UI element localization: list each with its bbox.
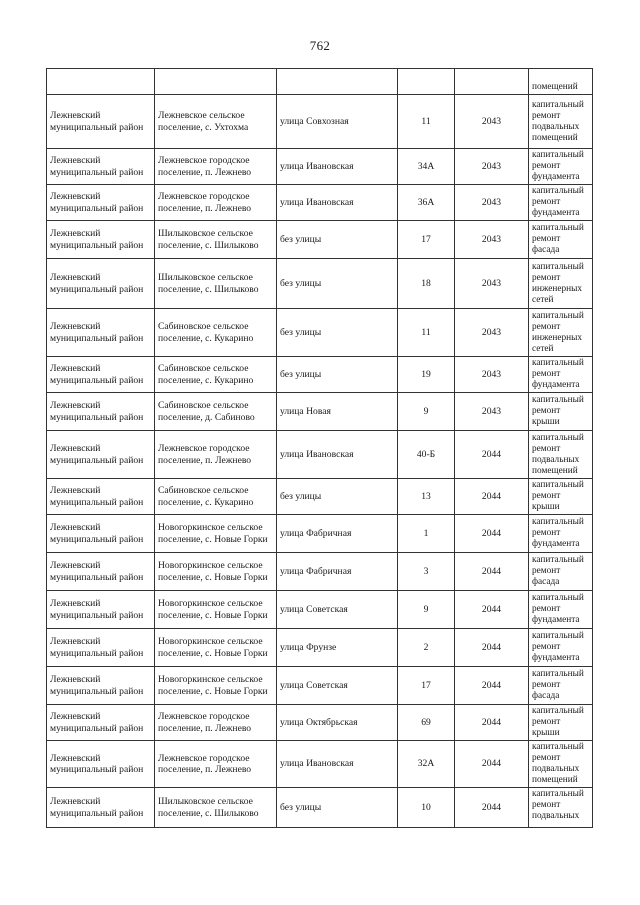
work-cell: капитальный ремонт фундамента bbox=[529, 149, 593, 185]
district-cell: Лежневский муниципальный район bbox=[47, 479, 155, 515]
street-cell: без улицы bbox=[277, 259, 398, 309]
settlement-cell: Новогоркинское сельское поселение, с. Новые Горки bbox=[155, 667, 277, 705]
district-cell: Лежневский муниципальный район bbox=[47, 185, 155, 221]
table-row bbox=[47, 95, 593, 149]
settlement-cell: Лежневское городское поселение, п. Лежнево bbox=[155, 741, 277, 788]
work-cell: капитальный ремонт фундамента bbox=[529, 185, 593, 221]
year-cell: 2043 bbox=[455, 309, 529, 357]
district-cell: Лежневский муниципальный район bbox=[47, 553, 155, 591]
year-cell: 2043 bbox=[455, 259, 529, 309]
table-row bbox=[47, 479, 593, 515]
district-cell: Лежневский муниципальный район bbox=[47, 515, 155, 553]
table-row bbox=[47, 741, 593, 788]
house-cell: 69 bbox=[398, 705, 455, 741]
house-cell: 36А bbox=[398, 185, 455, 221]
settlement-cell: Шилыковское сельское поселение, с. Шилыково bbox=[155, 788, 277, 828]
house-cell: 11 bbox=[398, 95, 455, 149]
house-cell: 3 bbox=[398, 553, 455, 591]
street-cell: без улицы bbox=[277, 221, 398, 259]
house-cell: 9 bbox=[398, 393, 455, 431]
street-cell bbox=[277, 69, 398, 95]
year-cell: 2044 bbox=[455, 741, 529, 788]
district-cell: Лежневский муниципальный район bbox=[47, 221, 155, 259]
street-cell: улица Октябрьская bbox=[277, 705, 398, 741]
settlement-cell: Лежневское городское поселение, п. Лежнево bbox=[155, 431, 277, 479]
street-cell: улица Ивановская bbox=[277, 741, 398, 788]
table-row bbox=[47, 553, 593, 591]
street-cell: без улицы bbox=[277, 357, 398, 393]
settlement-cell: Сабиновское сельское поселение, с. Кукарино bbox=[155, 357, 277, 393]
street-cell: улица Советская bbox=[277, 591, 398, 629]
table-body bbox=[47, 69, 593, 828]
year-cell: 2044 bbox=[455, 788, 529, 828]
district-cell: Лежневский муниципальный район bbox=[47, 259, 155, 309]
settlement-cell: Лежневское городское поселение, п. Лежнево bbox=[155, 149, 277, 185]
work-cell: капитальный ремонт фасада bbox=[529, 553, 593, 591]
year-cell: 2043 bbox=[455, 95, 529, 149]
work-cell: капитальный ремонт фасада bbox=[529, 667, 593, 705]
settlement-cell: Лежневское городское поселение, п. Лежнево bbox=[155, 705, 277, 741]
settlement-cell: Лежневское сельское поселение, с. Ухтохма bbox=[155, 95, 277, 149]
table-row-continued bbox=[47, 69, 593, 95]
work-cell: капитальный ремонт подвальных помещений bbox=[529, 431, 593, 479]
work-cell: капитальный ремонт фундамента bbox=[529, 629, 593, 667]
year-cell: 2044 bbox=[455, 591, 529, 629]
work-cell: капитальный ремонт фундамента bbox=[529, 357, 593, 393]
district-cell bbox=[47, 69, 155, 95]
street-cell: без улицы bbox=[277, 479, 398, 515]
district-cell: Лежневский муниципальный район bbox=[47, 309, 155, 357]
district-cell: Лежневский муниципальный район bbox=[47, 591, 155, 629]
table-row bbox=[47, 221, 593, 259]
table-row bbox=[47, 667, 593, 705]
year-cell: 2044 bbox=[455, 629, 529, 667]
district-cell: Лежневский муниципальный район bbox=[47, 95, 155, 149]
table-row bbox=[47, 788, 593, 828]
settlement-cell bbox=[155, 69, 277, 95]
work-cell: капитальный ремонт фундамента bbox=[529, 591, 593, 629]
work-cell: капитальный ремонт подвальных помещений bbox=[529, 741, 593, 788]
district-cell: Лежневский муниципальный район bbox=[47, 393, 155, 431]
table-row bbox=[47, 393, 593, 431]
year-cell: 2044 bbox=[455, 553, 529, 591]
year-cell: 2044 bbox=[455, 479, 529, 515]
work-cell: капитальный ремонт инженерных сетей bbox=[529, 309, 593, 357]
table-row bbox=[47, 185, 593, 221]
table-row bbox=[47, 705, 593, 741]
year-cell: 2044 bbox=[455, 705, 529, 741]
house-cell: 1 bbox=[398, 515, 455, 553]
work-cell: помещений bbox=[529, 69, 593, 95]
table-row bbox=[47, 309, 593, 357]
house-cell: 17 bbox=[398, 667, 455, 705]
page-number: 762 bbox=[309, 38, 331, 53]
district-cell: Лежневский муниципальный район bbox=[47, 667, 155, 705]
house-cell: 34А bbox=[398, 149, 455, 185]
work-cell: капитальный ремонт подвальных bbox=[529, 788, 593, 828]
street-cell: улица Ивановская bbox=[277, 149, 398, 185]
settlement-cell: Новогоркинское сельское поселение, с. Новые Горки bbox=[155, 515, 277, 553]
settlement-cell: Новогоркинское сельское поселение, с. Новые Горки bbox=[155, 591, 277, 629]
year-cell: 2043 bbox=[455, 357, 529, 393]
work-cell: капитальный ремонт фундамента bbox=[529, 515, 593, 553]
table-row bbox=[47, 629, 593, 667]
settlement-cell: Новогоркинское сельское поселение, с. Новые Горки bbox=[155, 553, 277, 591]
street-cell: улица Фабричная bbox=[277, 553, 398, 591]
year-cell: 2044 bbox=[455, 431, 529, 479]
house-cell: 11 bbox=[398, 309, 455, 357]
year-cell: 2043 bbox=[455, 185, 529, 221]
district-cell: Лежневский муниципальный район bbox=[47, 357, 155, 393]
work-cell: капитальный ремонт подвальных помещений bbox=[529, 95, 593, 149]
work-cell: капитальный ремонт крыши bbox=[529, 479, 593, 515]
house-cell: 9 bbox=[398, 591, 455, 629]
district-cell: Лежневский муниципальный район bbox=[47, 705, 155, 741]
district-cell: Лежневский муниципальный район bbox=[47, 431, 155, 479]
work-cell: капитальный ремонт крыши bbox=[529, 705, 593, 741]
house-cell: 17 bbox=[398, 221, 455, 259]
table-row bbox=[47, 591, 593, 629]
district-cell: Лежневский муниципальный район bbox=[47, 741, 155, 788]
work-cell: капитальный ремонт крыши bbox=[529, 393, 593, 431]
street-cell: улица Фабричная bbox=[277, 515, 398, 553]
district-cell: Лежневский муниципальный район bbox=[47, 788, 155, 828]
house-cell: 13 bbox=[398, 479, 455, 515]
house-cell: 19 bbox=[398, 357, 455, 393]
street-cell: без улицы bbox=[277, 309, 398, 357]
table-row bbox=[47, 259, 593, 309]
street-cell: улица Ивановская bbox=[277, 431, 398, 479]
settlement-cell: Сабиновское сельское поселение, с. Кукарино bbox=[155, 479, 277, 515]
year-cell: 2043 bbox=[455, 149, 529, 185]
table-row bbox=[47, 431, 593, 479]
house-cell: 32А bbox=[398, 741, 455, 788]
street-cell: улица Ивановская bbox=[277, 185, 398, 221]
house-cell: 18 bbox=[398, 259, 455, 309]
work-cell: капитальный ремонт фасада bbox=[529, 221, 593, 259]
repair-schedule-table bbox=[46, 68, 593, 828]
year-cell: 2043 bbox=[455, 393, 529, 431]
street-cell: улица Совхозная bbox=[277, 95, 398, 149]
table-row bbox=[47, 357, 593, 393]
table-row bbox=[47, 515, 593, 553]
work-cell: капитальный ремонт инженерных сетей bbox=[529, 259, 593, 309]
house-cell bbox=[398, 69, 455, 95]
street-cell: без улицы bbox=[277, 788, 398, 828]
table-row bbox=[47, 149, 593, 185]
street-cell: улица Советская bbox=[277, 667, 398, 705]
street-cell: улица Фрунзе bbox=[277, 629, 398, 667]
settlement-cell: Шилыковское сельское поселение, с. Шилыково bbox=[155, 221, 277, 259]
year-cell: 2044 bbox=[455, 515, 529, 553]
settlement-cell: Сабиновское сельское поселение, д. Сабиново bbox=[155, 393, 277, 431]
district-cell: Лежневский муниципальный район bbox=[47, 629, 155, 667]
house-cell: 2 bbox=[398, 629, 455, 667]
house-cell: 10 bbox=[398, 788, 455, 828]
settlement-cell: Лежневское городское поселение, п. Лежнево bbox=[155, 185, 277, 221]
year-cell: 2044 bbox=[455, 667, 529, 705]
district-cell: Лежневский муниципальный район bbox=[47, 149, 155, 185]
settlement-cell: Новогоркинское сельское поселение, с. Новые Горки bbox=[155, 629, 277, 667]
settlement-cell: Сабиновское сельское поселение, с. Кукарино bbox=[155, 309, 277, 357]
year-cell bbox=[455, 69, 529, 95]
settlement-cell: Шилыковское сельское поселение, с. Шилыково bbox=[155, 259, 277, 309]
year-cell: 2043 bbox=[455, 221, 529, 259]
house-cell: 40-Б bbox=[398, 431, 455, 479]
street-cell: улица Новая bbox=[277, 393, 398, 431]
